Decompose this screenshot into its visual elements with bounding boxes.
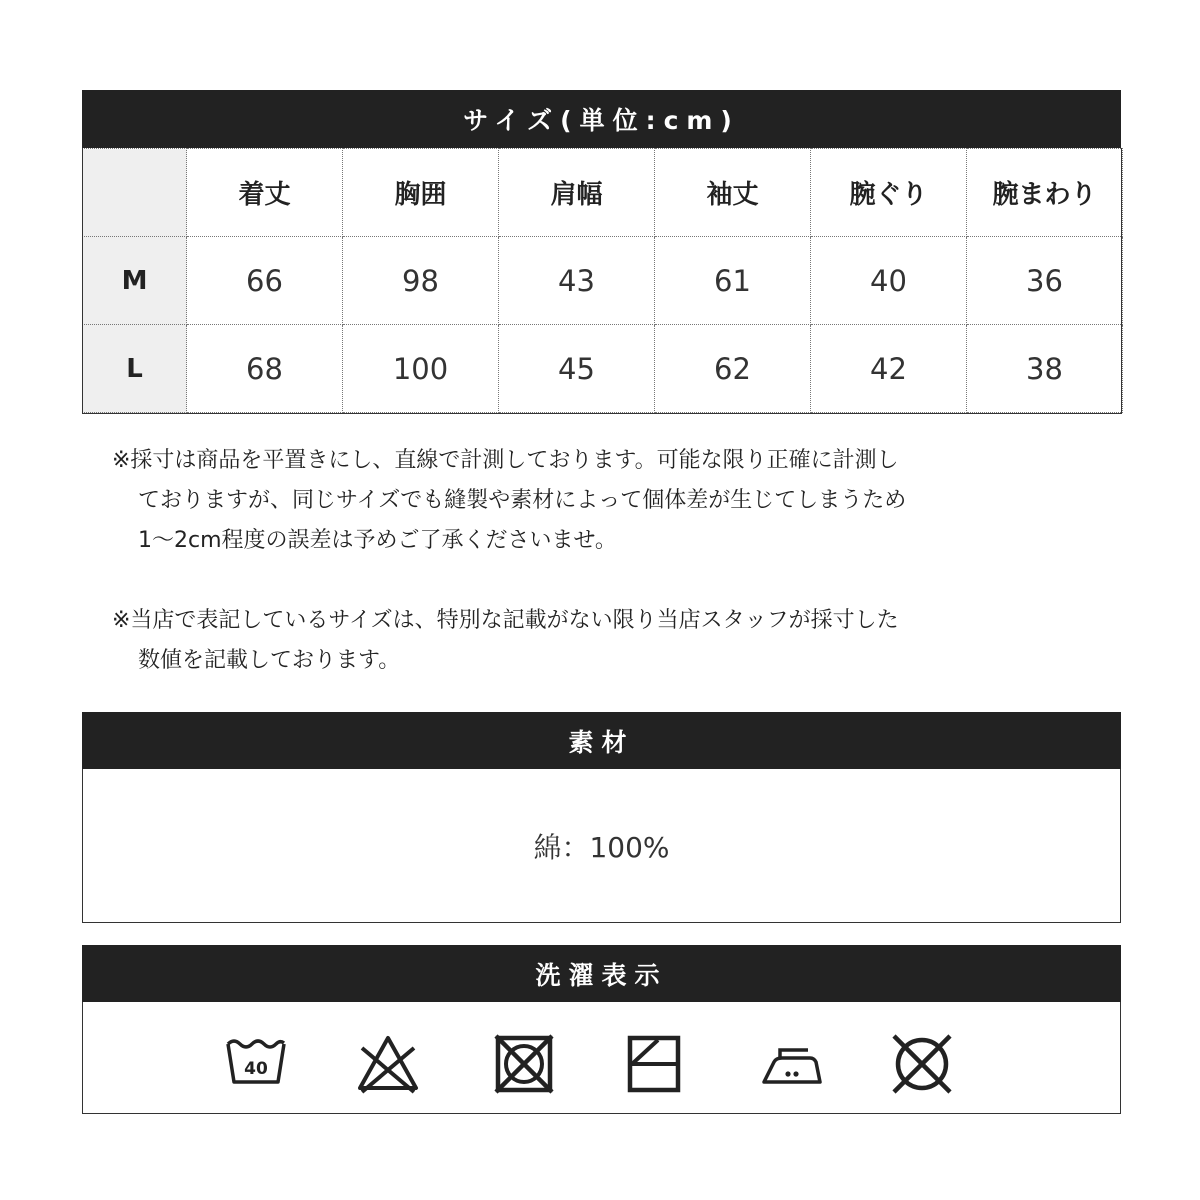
size-value-cell: 42 (811, 325, 967, 413)
size-value-cell: 62 (655, 325, 811, 413)
note-line: 1～2cm程度の誤差は予めご了承くださいませ。 (138, 528, 617, 553)
size-table (82, 148, 1123, 413)
size-value-cell: 40 (811, 237, 967, 325)
size-value-cell: 45 (499, 325, 655, 413)
measurement-note (112, 441, 906, 561)
size-section-title: サイズ(単位:cm) (82, 90, 1121, 148)
note-line: ※採寸は商品を平置きにし、直線で計測しております。可能な限り正確に計測し (112, 448, 899, 473)
line-dry-shade-icon (624, 1034, 688, 1094)
column-header: 肩幅 (499, 149, 655, 237)
size-value-cell: 43 (499, 237, 655, 325)
size-value-cell: 68 (187, 325, 343, 413)
no-tumble-dry-icon (492, 1034, 556, 1094)
no-dry-clean-icon (890, 1034, 954, 1094)
size-table-header-row (83, 149, 1123, 237)
material-box (82, 769, 1121, 923)
column-header: 腕まわり (967, 149, 1123, 237)
row-label-size: L (83, 325, 187, 413)
no-bleach-icon (356, 1034, 420, 1094)
note-line: ※当店で表記しているサイズは、特別な記載がない限り当店スタッフが採寸した (112, 608, 899, 633)
material-value: 綿：100% (533, 830, 670, 864)
size-value-cell: 38 (967, 325, 1123, 413)
size-source-note (112, 601, 899, 681)
table-row (83, 237, 1123, 325)
care-section-title: 洗濯表示 (82, 945, 1121, 1002)
column-header: 袖丈 (655, 149, 811, 237)
column-header: 着丈 (187, 149, 343, 237)
size-value-cell: 98 (343, 237, 499, 325)
table-row (83, 325, 1123, 413)
column-header: 胸囲 (343, 149, 499, 237)
row-label-size: M (83, 237, 187, 325)
size-value-cell: 61 (655, 237, 811, 325)
note-line: 数値を記載しております。 (138, 648, 401, 673)
column-header: 腕ぐり (811, 149, 967, 237)
wash-temperature: 40 (244, 1059, 268, 1079)
iron-medium-icon (758, 1034, 822, 1094)
material-section-title: 素材 (82, 712, 1121, 769)
size-value-cell: 36 (967, 237, 1123, 325)
note-line: ておりますが、同じサイズでも縫製や素材によって個体差が生じてしまうため (138, 488, 907, 513)
size-value-cell: 66 (187, 237, 343, 325)
size-value-cell: 100 (343, 325, 499, 413)
size-table-corner-cell (83, 149, 187, 237)
wash-40-icon (224, 1034, 288, 1094)
